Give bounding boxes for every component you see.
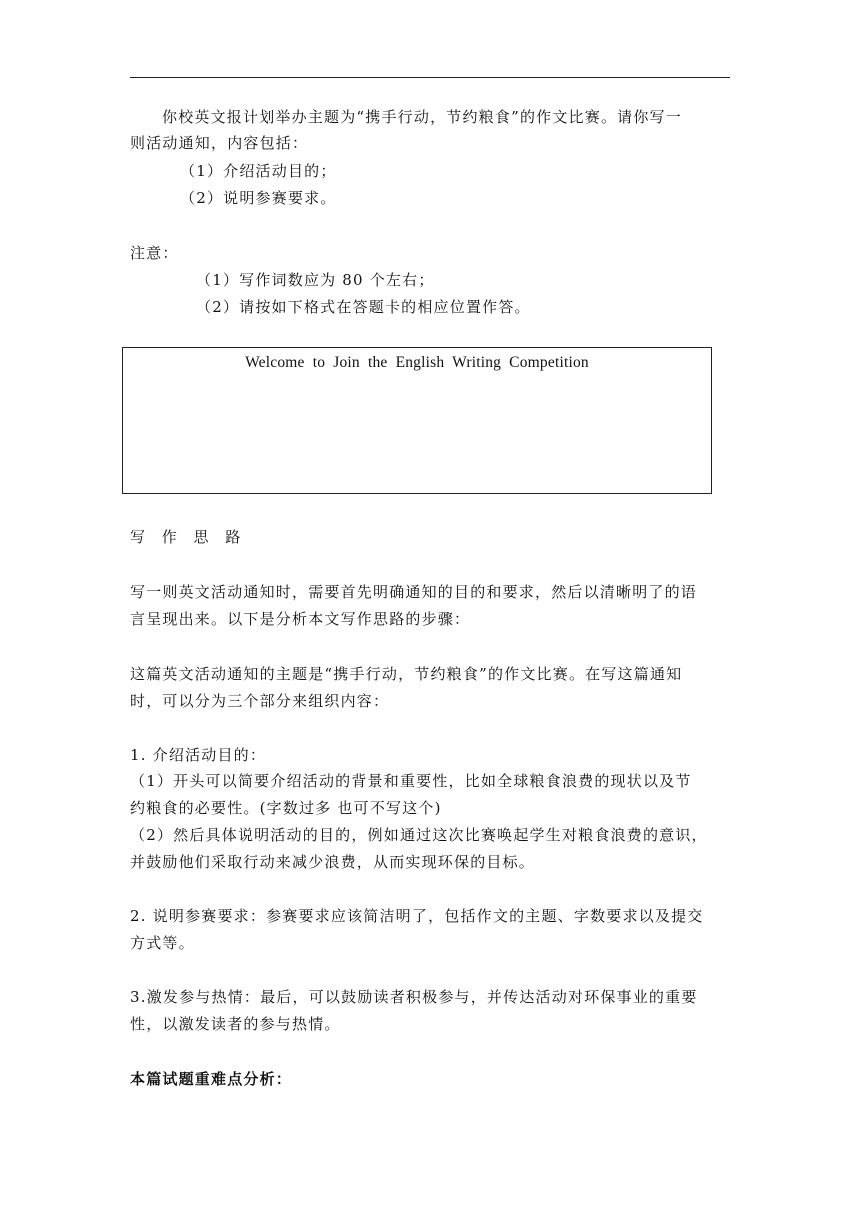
approach-p1-line-1: 写一则英文活动通知时，需要首先明确通知的目的和要求，然后以清晰明了的语 [130, 583, 698, 601]
section-1-item-a-line-1: （1）开头可以简要介绍活动的背景和重要性，比如全球粮食浪费的现状以及节 [130, 772, 692, 790]
section-1-item-b-line-2: 并鼓励他们采取行动来减少浪费，从而实现环保的目标。 [130, 853, 536, 871]
prompt-item-1: （1）介绍活动目的； [180, 162, 337, 180]
section-2-line-2: 方式等。 [130, 934, 195, 952]
notes-heading: 注意： [130, 244, 179, 262]
section-1-heading: 1. 介绍活动目的： [130, 746, 267, 764]
notes-item-2: （2）请按如下格式在答题卡的相应位置作答。 [196, 298, 531, 316]
answer-box-title: Welcome to Join the English Writing Competition [245, 354, 589, 371]
prompt-item-2: （2）说明参赛要求。 [180, 189, 337, 207]
analysis-heading: 本篇试题重难点分析： [130, 1070, 293, 1088]
approach-p2-line-1: 这篇英文活动通知的主题是“携手行动，节约粮食”的作文比赛。在写这篇通知 [130, 665, 683, 683]
approach-p1-line-2: 言呈现出来。以下是分析本文写作思路的步骤： [130, 610, 471, 628]
prompt-line-1: 你校英文报计划举办主题为“携手行动，节约粮食”的作文比赛。请你写一 [162, 108, 682, 126]
notes-item-1: （1）写作词数应为 80 个左右； [196, 271, 435, 289]
section-1-item-a-line-2: 约粮食的必要性。(字数过多 也可不写这个) [130, 799, 442, 817]
approach-p2-line-2: 时，可以分为三个部分来组织内容： [130, 692, 390, 710]
header-rule [130, 77, 730, 78]
approach-heading: 写 作 思 路 [130, 528, 247, 546]
section-3-line-2: 性，以激发读者的参与热情。 [130, 1015, 341, 1033]
section-2-line-1: 2. 说明参赛要求：参赛要求应该简洁明了，包括作文的主题、字数要求以及提交 [130, 907, 704, 925]
answer-box [122, 347, 712, 494]
section-1-item-b-line-1: （2）然后具体说明活动的目的，例如通过这次比赛唤起学生对粮食浪费的意识， [130, 826, 708, 844]
section-3-line-1: 3.激发参与热情：最后，可以鼓励读者积极参与，并传达活动对环保事业的重要 [130, 988, 698, 1006]
prompt-line-2: 则活动通知，内容包括： [130, 134, 309, 152]
